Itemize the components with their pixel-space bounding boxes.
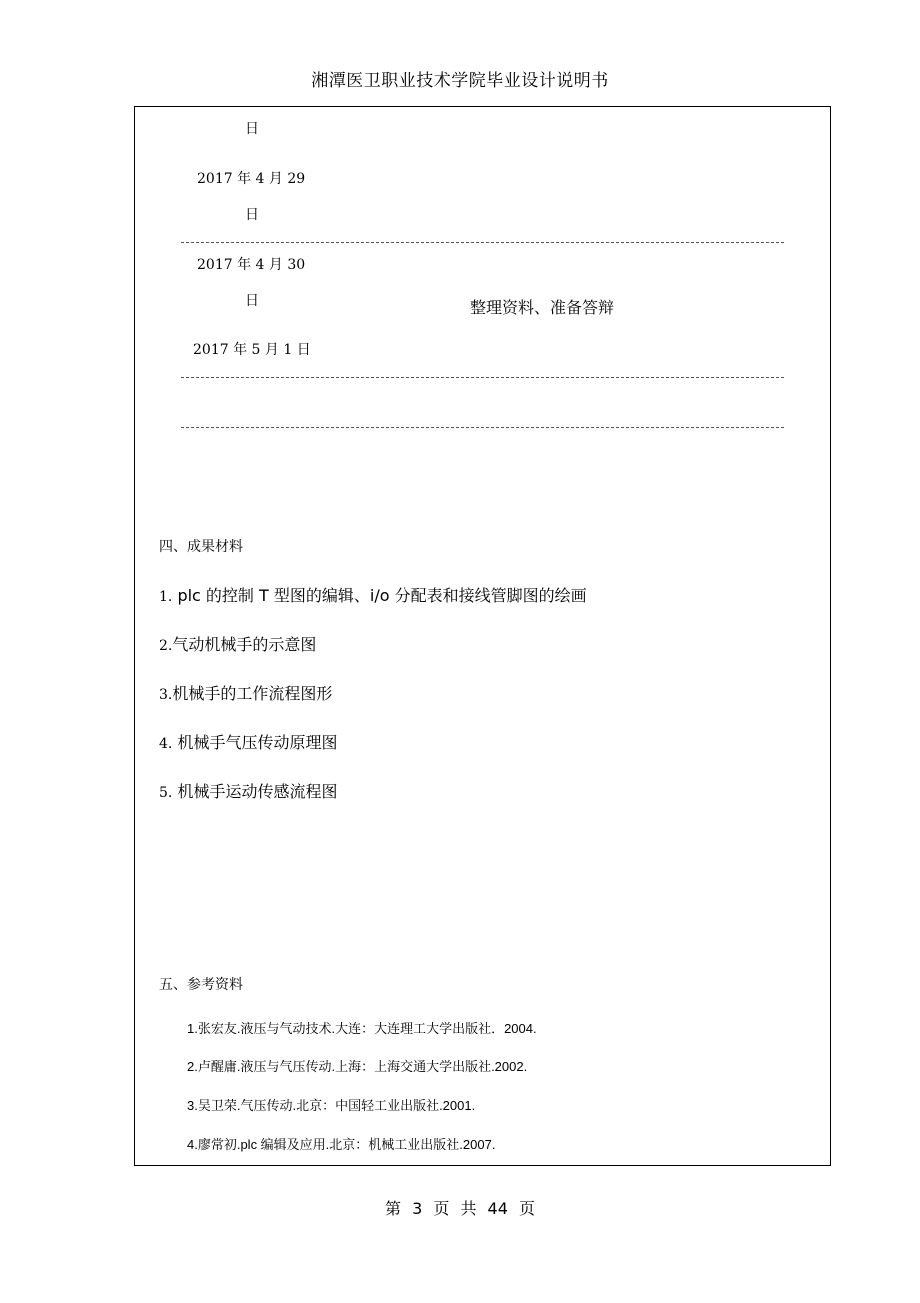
result-item-text: 机械手气压传动原理图 <box>172 733 338 752</box>
schedule-date: 2017 年 5 月 1 日 <box>193 342 311 358</box>
result-item-number: 1. <box>159 589 173 605</box>
result-item-number: 5. <box>159 785 173 801</box>
schedule-day-suffix: 日 <box>245 293 259 309</box>
result-item-text: 机械手的工作流程图形 <box>172 684 333 703</box>
schedule-task: 整理资料、准备答辩 <box>470 298 615 317</box>
result-item-text: 机械手运动传感流程图 <box>172 782 338 801</box>
result-item <box>159 632 316 655</box>
reference-item: 2.卢醒庸.液压与气压传动.上海：上海交通大学出版社.2002. <box>187 1059 528 1074</box>
results-heading: 四、成果材料 <box>159 539 243 555</box>
schedule-day-suffix: 日 <box>245 121 259 137</box>
references-heading: 五、参考资料 <box>159 977 243 993</box>
result-item <box>159 583 587 606</box>
dashed-divider <box>181 242 784 243</box>
result-item-number: 3. <box>159 687 173 703</box>
result-item-text: 气动机械手的示意图 <box>172 635 317 654</box>
result-item-number: 2. <box>159 638 173 654</box>
dashed-divider <box>181 377 784 378</box>
result-item <box>159 681 332 704</box>
schedule-date: 2017 年 4 月 29 <box>197 171 306 187</box>
dashed-divider <box>181 427 784 428</box>
page-number-footer: 第 3 页 共 44 页 <box>385 1199 535 1218</box>
result-item-number: 4. <box>159 736 173 752</box>
result-item <box>159 730 337 753</box>
reference-item: 1.张宏友.液压与气动技术.大连：大连理工大学出版社．2004. <box>187 1021 537 1036</box>
schedule-date: 2017 年 4 月 30 <box>197 257 306 273</box>
reference-item: 3.吴卫荣.气压传动.北京：中国轻工业出版社.2001. <box>187 1098 476 1113</box>
document-header-title: 湘潭医卫职业技术学院毕业设计说明书 <box>311 71 609 91</box>
result-item-text: plc 的控制 T 型图的编辑、i/o 分配表和接线管脚图的绘画 <box>172 586 587 605</box>
reference-item: 4.廖常初.plc 编辑及应用.北京：机械工业出版社.2007. <box>187 1137 496 1152</box>
schedule-day-suffix: 日 <box>245 207 259 223</box>
result-item <box>159 779 337 802</box>
